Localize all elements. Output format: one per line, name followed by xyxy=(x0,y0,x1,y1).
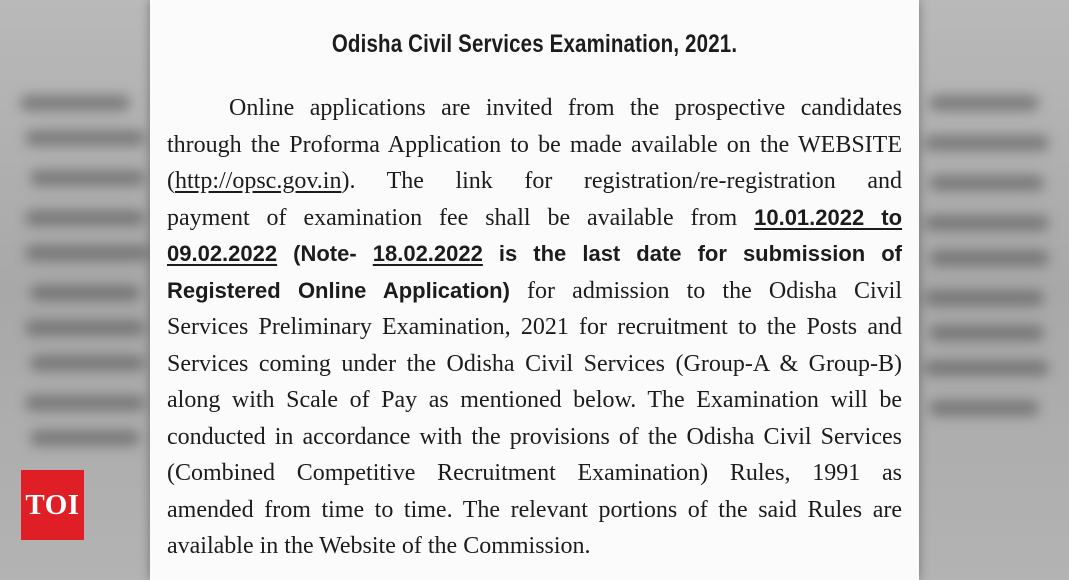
notice-document xyxy=(150,0,919,580)
text-run: conducted in accordance with the provisions of the Odisha Civil Services xyxy=(167,423,902,450)
text-run: (Combined Competitive Recruitment Examination) Rules, 1991 as xyxy=(167,460,902,486)
toi-logo: TOI xyxy=(21,470,84,540)
paragraph-line xyxy=(167,382,902,419)
paragraph-line xyxy=(167,455,902,492)
text-run: amended from time to time. The relevant portions of the said Rules are xyxy=(167,496,902,523)
paragraph-line xyxy=(167,528,902,565)
text-run: http://opsc.gov.in xyxy=(175,168,342,194)
emphasized-text: (Note- xyxy=(277,241,373,266)
document-body xyxy=(167,90,902,565)
paragraph-line xyxy=(167,273,902,310)
emphasized-text: Registered Online Application) xyxy=(167,277,510,303)
emphasized-text: 09.02.2022 xyxy=(167,241,278,266)
paragraph-line xyxy=(167,90,902,127)
document-title: Odisha Civil Services Examination, 2021. xyxy=(331,30,738,58)
paragraph-line xyxy=(167,127,902,164)
paragraph-line xyxy=(167,309,902,346)
blurred-backdrop-right xyxy=(919,0,1069,580)
emphasized-text: is the last date for submission of xyxy=(482,241,903,266)
paragraph-line xyxy=(167,163,902,200)
text-run: for admission to the Odisha Civil xyxy=(509,277,902,304)
paragraph-line xyxy=(167,200,902,237)
text-run: Services Preliminary Examination, 2021 for recruitment to the Posts and xyxy=(167,314,902,340)
paragraph-line xyxy=(167,419,902,456)
paragraph-line xyxy=(167,492,902,529)
text-run: payment of examination fee shall be available from xyxy=(167,204,755,231)
text-run: available in the Website of the Commission. xyxy=(167,533,591,559)
text-run: along with Scale of Pay as mentioned below. The Examination will be xyxy=(167,387,902,413)
paragraph-line xyxy=(167,346,902,383)
text-run: Online applications are invited from the prospective candidates xyxy=(229,95,902,121)
emphasized-text: 18.02.2022 xyxy=(372,241,483,266)
emphasized-text: 10.01.2022 to xyxy=(754,204,903,230)
text-run: ( xyxy=(167,168,175,194)
text-run: through the Proforma Application to be made available on the WEBSITE xyxy=(167,131,902,158)
text-run: Services coming under the Odisha Civil Services (Group-A & Group-B) xyxy=(167,350,902,377)
text-run: ). The link for registration/re-registration and xyxy=(341,168,902,194)
paragraph-line xyxy=(167,236,902,273)
